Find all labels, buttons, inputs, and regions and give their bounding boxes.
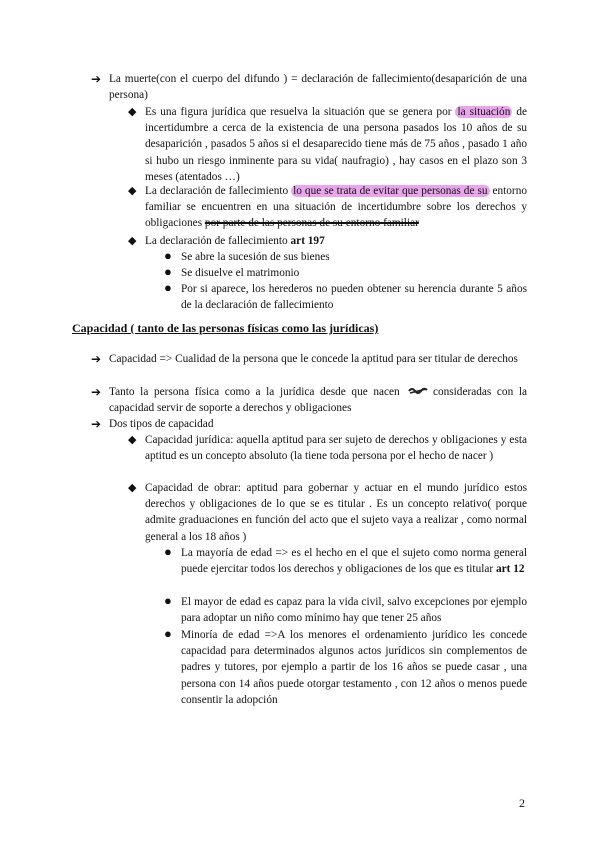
dot-bullet-icon: ● xyxy=(164,544,172,559)
paragraph-declaration-purpose xyxy=(145,183,527,232)
dot-bullet-icon: ● xyxy=(164,280,172,295)
paragraph-death-declaration: La muerte(con el cuerpo del difundo ) = declaración de fallecimiento(desaparición de una persona) xyxy=(109,73,527,102)
diamond-bullet-icon: ◆ xyxy=(128,482,137,494)
text-segment: La declaración de fallecimiento xyxy=(145,235,291,247)
list-item-adult-capacity: El mayor de edad es capaz para la vida civil, salvo excepciones por ejemplo para adoptar un niño como mínimo hay que tener 25 años xyxy=(181,596,527,625)
scribble-mark-icon xyxy=(408,385,428,395)
paragraph-capacity-definition: Capacidad => Cualidad de la persona que le concede la aptitud para ser titular de derechos xyxy=(109,353,518,365)
paragraph-legal-capacity: Capacidad jurídica: aquella aptitud para ser sujeto de derechos y obligaciones y esta aptitud es un concepto absoluto (la tiene toda persona por el hecho de nacer ) xyxy=(145,434,527,463)
paragraph-capacity-to-act: Capacidad de obrar: aptitud para gobernar y actuar en el mundo jurídico estos derechos y obligaciones de lo que se es titular . Es un concepto relativo( porque admite graduaciones en función del acto que el sujeto vaya a realizar , como normal general a los 18 años ) xyxy=(145,482,527,543)
page-number: 2 xyxy=(519,796,525,810)
highlighted-text: la situación xyxy=(457,106,511,118)
section-title-capacidad: Capacidad ( tanto de las personas físicas como las jurídicas) xyxy=(72,321,379,335)
text-segment: de incertidumbre a cerca de la existencia de una persona pasados los 10 años de su desaparición , pasados 5 años si el desaparecido tiene más de 75 años , pasado 1 año si hubo un riesgo inminente para su vida( naufragio) , hay casos en el plazo son 3 meses (atentados …) xyxy=(145,106,527,183)
paragraph-two-types: Dos tipos de capacidad xyxy=(109,418,214,430)
list-item-heirs: Por si aparece, los herederos no pueden obtener su herencia durante 5 años de la declaración de fallecimiento xyxy=(181,283,527,312)
diamond-bullet-icon: ◆ xyxy=(128,185,137,197)
struck-text: por parte de las personas de su entorno familiar xyxy=(204,217,419,230)
paragraph-persons-capacity xyxy=(109,384,527,416)
diamond-bullet-icon: ◆ xyxy=(128,106,137,118)
text-segment: La mayoría de edad => es el hecho en el que el sujeto como norma general puede ejercitar todos los derechos y obligaciones de los que es titular xyxy=(181,547,527,576)
dot-bullet-icon: ● xyxy=(164,626,172,641)
dot-bullet-icon: ● xyxy=(164,264,172,279)
dot-bullet-icon: ● xyxy=(164,248,172,263)
paragraph-legal-figure xyxy=(145,104,527,185)
text-segment: Tanto la persona física como a la jurídica desde que nacen xyxy=(109,386,406,398)
arrow-bullet-icon: ➔ xyxy=(91,417,102,431)
list-item-majority xyxy=(181,545,527,577)
diamond-bullet-icon: ◆ xyxy=(128,434,137,446)
text-segment: entorno familiar se encuentren en una situación de incertidumbre sobre los derechos y obligaciones xyxy=(145,185,527,230)
dot-bullet-icon: ● xyxy=(164,593,172,608)
text-segment: consideradas con la capacidad servir de soporte a derechos y obligaciones xyxy=(109,386,528,415)
arrow-bullet-icon: ➔ xyxy=(91,352,102,366)
arrow-bullet-icon: ➔ xyxy=(91,385,102,399)
text-segment: Es una figura jurídica que resuelva la situación que se genera por xyxy=(145,106,456,118)
bold-article: art 197 xyxy=(290,235,325,247)
list-item-minority: Minoría de edad =>A los menores el ordenamiento jurídico les concede capacidad para determinados algunos actos jurídicos sin complementos de padres y tutores, por ejemplo a partir de los 16 años se puede casar , una persona con 14 años puede otorgar testamento , con 12 años o menos puede consentir la adopción xyxy=(181,629,527,706)
paragraph-art-197 xyxy=(145,233,527,249)
list-item-marriage: Se disuelve el matrimonio xyxy=(181,267,300,279)
bold-article: art 12 xyxy=(495,563,525,576)
text-segment: La declaración de fallecimiento xyxy=(145,185,292,197)
arrow-bullet-icon: ➔ xyxy=(91,72,102,86)
diamond-bullet-icon: ◆ xyxy=(128,235,137,247)
list-item-succession: Se abre la sucesión de sus bienes xyxy=(181,251,330,263)
highlighted-text: lo que se trata de evitar que personas de su xyxy=(293,185,488,197)
